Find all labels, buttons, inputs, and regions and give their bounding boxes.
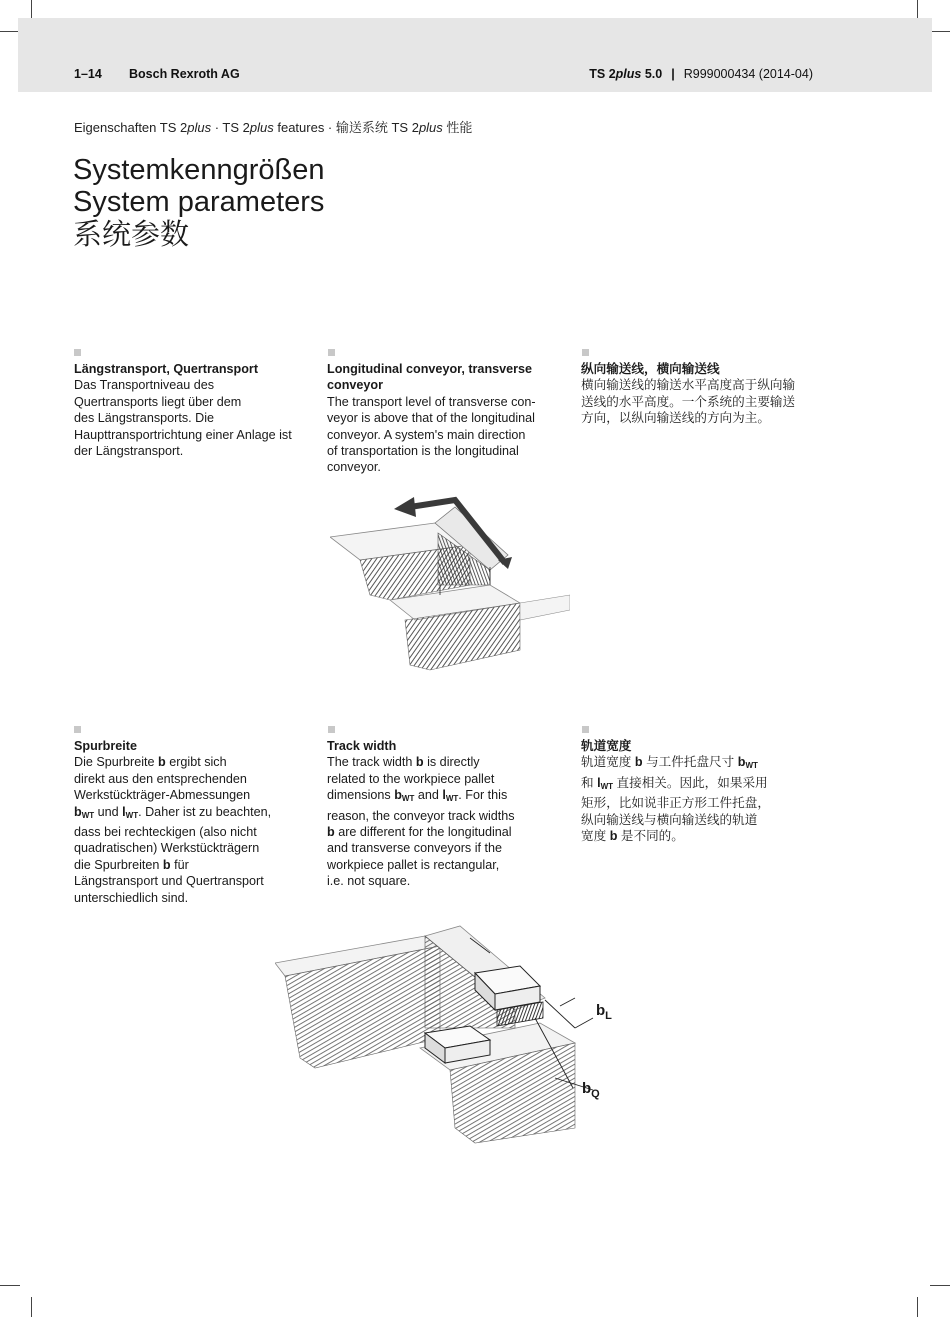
company-name: Bosch Rexroth AG [129,67,240,81]
header-separator: | [671,67,675,81]
text-line: Die Spurbreite b ergibt sich [74,755,227,770]
text-line: conveyor. A system's main direction [327,427,526,442]
text-line: reason, the conveyor track widths [327,808,515,823]
text-line: of transportation is the longitudinal [327,444,519,459]
section2-zh [581,738,821,844]
text-line: veyor is above that of the longitudinal [327,411,535,426]
page-number: 1–14 [74,67,102,81]
section2-zh-heading: 轨道宽度 [581,739,632,753]
text-line: workpiece pallet is rectangular, [327,857,500,872]
section2-de-heading: Spurbreite [74,739,137,753]
dimension-label-bQ: $b_Q$ [582,1080,600,1100]
section1-en [327,361,567,476]
text-line: 方向，以纵向输送线的方向为主。 [581,411,770,426]
section1-zh-heading: 纵向输送线，横向输送线 [581,362,720,376]
page-title-en: System parameters [73,186,325,218]
section2-de [74,738,314,906]
text-line: des Längstransports. Die [74,411,215,426]
text-line: 轨道宽度 b 与工件托盘尺寸 $b_{WT}$ [581,755,758,771]
text-line: 宽度 b 是不同的。 [581,829,684,844]
section1-en-heading: conveyor [327,378,383,393]
text-line: unterschiedlich sind. [74,890,189,905]
dimension-label-bL: $b_L$ [596,1002,612,1022]
section2-en [327,738,567,890]
doc-number: R999000434 (2014-04) [683,67,813,81]
text-line: i.e. not square. [327,874,411,889]
text-line: 纵向输送线与横向输送线的轨道 [581,812,758,827]
text-line: related to the workpiece pallet [327,771,495,786]
section1-zh [581,361,821,427]
text-line: 和 $l_{WT}$ 直接相关。因此，如果采用 [581,775,768,791]
bullet-square [74,349,81,356]
bullet-square [74,726,81,733]
section1-de-heading: Längstransport, Quertransport [74,362,259,376]
text-line: dimensions $b_{WT}$ and $l_{WT}$. For this [327,788,508,804]
crop-mark [0,31,20,32]
section-subtitle: Eigenschaften TS 2plus · TS 2plus features · 输送系统 TS 2plus 性能 [74,120,473,135]
text-line: die Spurbreiten b für [74,857,189,872]
text-line: conveyor. [327,460,381,475]
conveyor-levels-illustration [330,485,570,685]
section2-en-heading: Track width [327,739,397,753]
text-line: and transverse conveyors if the [327,841,503,856]
text-line: direkt aus den entsprechenden [74,771,247,786]
product-name: TS 2plus 5.0 [589,67,663,81]
bullet-square [328,349,335,356]
text-line: Werkstückträger-Abmessungen [74,788,251,803]
text-line: Quertransports liegt über dem [74,394,242,409]
section1-en-heading: Longitudinal conveyor, transverse [327,362,533,376]
section1-de [74,361,314,459]
text-line: 横向输送线的输送水平高度高于纵向输 [581,378,796,393]
page-title-de: Systemkenngrößen [73,154,325,186]
text-line: 矩形，比如说非正方形工件托盘， [581,796,770,811]
page-title-zh: 系统参数 [73,219,190,251]
crop-mark [31,0,32,20]
text-line: Haupttransportrichtung einer Anlage ist [74,427,292,442]
text-line: The track width b is directly [327,755,480,770]
doc-info [589,67,813,81]
crop-mark [917,1297,918,1317]
text-line: The transport level of transverse con- [327,394,536,409]
crop-mark [930,31,950,32]
bullet-square [582,726,589,733]
text-line: Längstransport und Quertransport [74,874,264,889]
crop-mark [0,1285,20,1286]
bullet-square [328,726,335,733]
bullet-square [582,349,589,356]
text-line: Das Transportniveau des [74,378,215,393]
text-line: 送线的水平高度。一个系统的主要输送 [581,394,796,409]
text-line: der Längstransport. [74,444,184,459]
text-line: quadratischen) Werkstückträgern [74,841,260,856]
crop-mark [917,0,918,20]
text-line: $b_{WT}$ und $l_{WT}$. Daher ist zu beachten, [74,804,272,820]
track-width-illustration [275,918,645,1148]
crop-mark [930,1285,950,1286]
crop-mark [31,1297,32,1317]
text-line: b are different for the longitudinal [327,825,512,840]
text-line: dass bei rechteckigen (also nicht [74,825,257,840]
